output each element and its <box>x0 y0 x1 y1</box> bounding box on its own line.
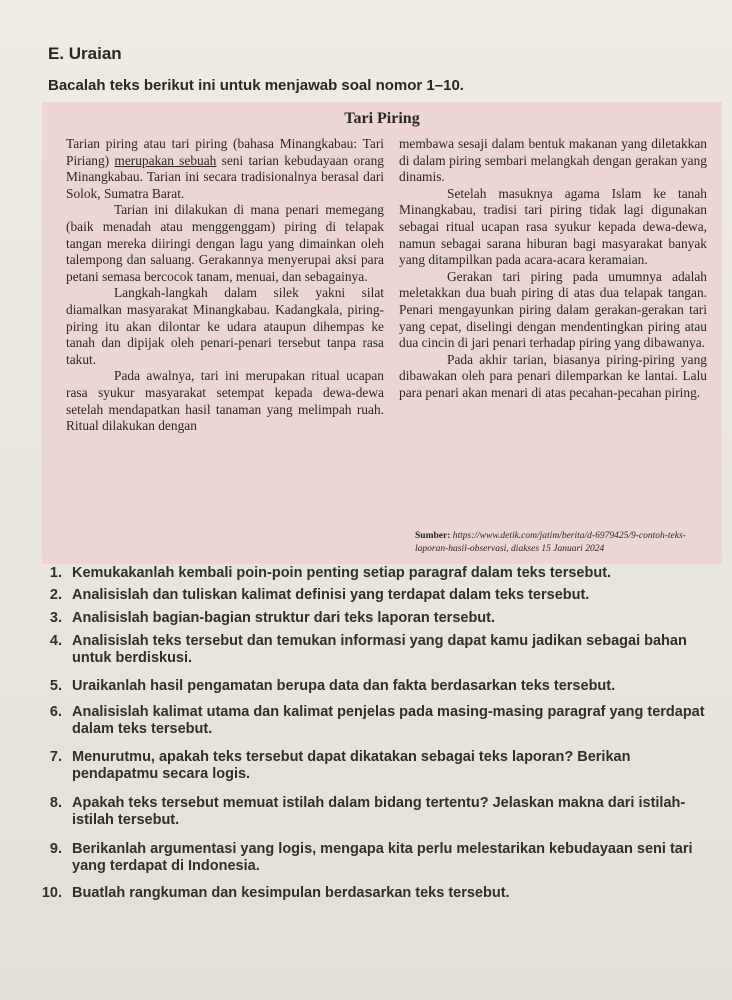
section-title: E. Uraian <box>48 44 122 63</box>
paragraph-4: Pada awalnya, tari ini merupakan ritual ucapan rasa syukur masyarakat setempat kepada dewa-dewa setelah mendapatkan hasil tanaman yang melimpah ruah. Ritual dilakukan dengan <box>66 368 384 434</box>
paragraph-2: Tarian ini dilakukan di mana penari memegang (baik menadah atau menggenggam) piring di telapak tangan mereka diiringi dengan lagu yang dimainkan oleh talempong dan saluang. Gerakannya menyerupai aksi para petani semasa bercocok tanam, menuai, dan sebagainya. <box>66 202 384 284</box>
paragraph-4-continued: membawa sesaji dalam bentuk makanan yang diletakkan di dalam piring sembari melangkah dengan gerakan yang dinamis. <box>399 136 707 185</box>
textbook-page: E. Uraian Bacalah teks berikut ini untuk menjawab soal nomor 1–10. Tari Piring Tarian piring atau tari piring (bahasa Minangkabau: Tari Piriang) merupakan sebuah seni tarian kebudayaan orang Minangkabau. Tarian ini secara tradisionalnya berasal dari Solok, Sumatra Barat. Tarian ini dilakukan di mana penari memegang (baik menadah atau menggenggam) piring di telapak tangan mereka diiringi dengan lagu yang dimainkan oleh talempong dan saluang. Gerakannya menyerupai aksi para petani semasa bercocok tanam, menuai, dan sebagainya. Langkah-langkah dalam silek yakni silat diamalkan masyarakat Minangkabau. Kadangkala, piring-piring itu akan dilontar ke udara ataupun dihempas ke tanah dan dipijak oleh penari-penari tersebut tanpa rasa takut. Pada awalnya, tari ini merupakan ritual ucapan rasa syukur masyarakat setempat kepada dewa-dewa setelah mendapatkan hasil tanaman yang melimpah ruah. Ritual dilakukan dengan membawa sesaji dalam bentuk makanan yang diletakkan di dalam piring sembari melangkah dengan gerakan yang dinamis. Setelah masuknya agama Islam ke tanah Minangkabau, tradisi tari piring tidak lagi digunakan sebagai ritual ucapan rasa syukur kepada dewa-dewa, namun sebagai sarana hiburan bagi masyarakat banyak yang ditampilkan pada acara-acara keramaian. Gerakan tari piring pada umumnya adalah meletakkan dua buah piring di atas dua telapak tangan. Penari mengayunkan piring dalam gerakan-gerakan tari yang cepat, diselingi dengan mendentingkan piring atau dua cincin di jari penari terhadap piring yang dibawanya. Pada akhir tarian, biasanya piring-piring yang dibawakan oleh para penari dilemparkan ke lantai. Lalu para penari akan menari di atas pecahan-pecahan piring. Sumber: https://www.detik.com/jatim/berita/d-6979425/9-contoh-teks-laporan-hasil-observasi, diakses 15 Januari 2024 1. Kemukakanlah kembali poin-poin penting setiap paragraf dalam teks tersebut. 2. Analisislah dan tuliskan kalimat definisi yang terdapat dalam teks tersebut. 3. Analisislah bagian-bagian struktur dari teks laporan tersebut. 4. Analisislah teks tersebut dan temukan informasi yang dapat kamu jadikan sebagai bahan untuk berdiskusi. 5. Uraikanlah hasil pengamatan berupa data dan fakta berdasarkan teks tersebut. 6. Analisislah kalimat utama dan kalimat penjelas pada masing-masing paragraf yang terdapat dalam teks tersebut. 7. Menurutmu, apakah teks tersebut dapat dikatakan sebagai teks laporan? Berikan pendapatmu secara logis. 8. Apakah teks tersebut memuat istilah dalam bidang tertentu? Jelaskan makna dari istilah-istilah tersebut. 9. Berikanlah argumentasi yang logis, mengapa kita perlu melestarikan kebudayaan seni tari yang terdapat di Indonesia. 10. Buatlah rangkuman dan kesimpulan berdasarkan teks tersebut. <box>0 0 732 1000</box>
paragraph-3: Langkah-langkah dalam silek yakni silat diamalkan masyarakat Minangkabau. Kadangkala, piring-piring itu akan dilontar ke udara ataupun dihempas ke tanah dan dipijak oleh penari-penari tersebut tanpa rasa takut. <box>66 285 384 367</box>
passage-left-column <box>66 136 384 435</box>
instruction-text: Bacalah teks berikut ini untuk menjawab soal nomor 1–10. <box>48 77 464 94</box>
reading-title: Tari Piring <box>344 110 420 127</box>
paragraph-6: Gerakan tari piring pada umumnya adalah meletakkan dua buah piring di atas dua telapak tangan. Penari mengayunkan piring dalam gerakan-gerakan tari yang cepat, diselingi dengan mendentingkan piring atau dua cincin di jari penari terhadap piring yang dibawanya. <box>399 268 707 351</box>
reading-passage-box <box>42 102 722 564</box>
source-citation: Sumber: https://www.detik.com/jatim/berita/d-6979425/9-contoh-teks-laporan-hasil-observasi, diakses 15 Januari 2024 <box>415 531 686 554</box>
paragraph-7: Pada akhir tarian, biasanya piring-piring yang dibawakan oleh para penari dilemparkan ke lantai. Lalu para penari akan menari di atas pecahan-pecahan piring. <box>399 351 707 400</box>
paragraph-1: Tarian piring atau tari piring (bahasa Minangkabau: Tari Piriang) merupakan sebuah seni tarian kebudayaan orang Minangkabau. Tarian ini secara tradisionalnya berasal dari Solok, Sumatra Barat. <box>66 136 384 201</box>
passage-right-column <box>399 136 707 402</box>
paragraph-5: Setelah masuknya agama Islam ke tanah Minangkabau, tradisi tari piring tidak lagi digunakan sebagai ritual ucapan rasa syukur kepada dewa-dewa, namun sebagai sarana hiburan bagi masyarakat banyak yang ditampilkan pada acara-acara keramaian. <box>399 185 707 268</box>
